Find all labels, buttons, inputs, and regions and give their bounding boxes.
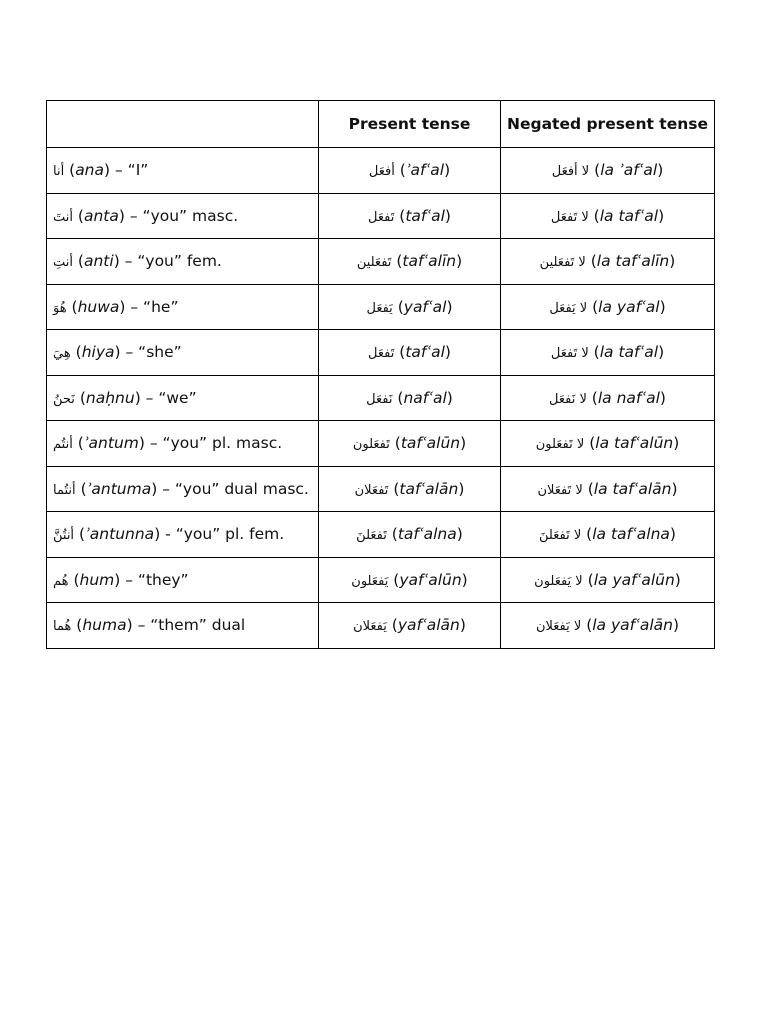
- negated-transliteration: la tafʿal: [599, 343, 659, 362]
- pronoun-transliteration: ana: [75, 161, 105, 180]
- pronoun-cell: أنتُنَّ (ʾantunna) - “you” pl. fem.: [47, 512, 319, 558]
- negated-arabic: لا نَفعَل: [549, 391, 587, 407]
- table-row: [47, 557, 715, 603]
- pronoun-cell: نَحنُ (naḥnu) – “we”: [47, 375, 319, 421]
- pronoun-arabic: أنا: [53, 164, 65, 180]
- negated-present-cell: لا تَفعَل (la tafʿal): [501, 330, 715, 376]
- conjugation-table: [46, 100, 715, 649]
- pronoun-transliteration: ʾantunna: [85, 525, 155, 544]
- pronoun-arabic: أنتُما: [53, 482, 76, 498]
- negated-transliteration: la tafʿalān: [593, 479, 672, 498]
- present-transliteration: tafʿalna: [397, 525, 457, 544]
- pronoun-gloss: – “you” pl. masc.: [149, 434, 283, 453]
- pronoun-cell: أنتُم (ʾantum) – “you” pl. masc.: [47, 421, 319, 467]
- present-transliteration: ʾafʿal: [405, 161, 445, 180]
- pronoun-cell: أنتَ (anta) – “you” masc.: [47, 193, 319, 239]
- pronoun-transliteration: ʾantum: [83, 434, 139, 453]
- table-row: [47, 421, 715, 467]
- negated-present-cell: لا أفعَل (la ʾafʿal): [501, 148, 715, 194]
- present-arabic: تَفعَلان: [354, 482, 389, 498]
- present-arabic: يَفعَلان: [353, 619, 387, 635]
- pronoun-cell: هُوَ (huwa) – “he”: [47, 284, 319, 330]
- present-transliteration: tafʿal: [405, 343, 445, 362]
- negated-arabic: لا يَفعَل: [549, 300, 588, 316]
- pronoun-cell: أنتُما (ʾantuma) – “you” dual masc.: [47, 466, 319, 512]
- pronoun-arabic: هُوَ: [53, 300, 67, 316]
- present-arabic: تَفعَل: [368, 209, 395, 225]
- table-row: [47, 284, 715, 330]
- pronoun-gloss: – “I”: [115, 161, 149, 180]
- pronoun-transliteration: hiya: [81, 343, 115, 362]
- negated-present-cell: لا نَفعَل (la nafʿal): [501, 375, 715, 421]
- table-body: [47, 148, 715, 649]
- negated-present-cell: لا تَفعَلون (la tafʿalūn): [501, 421, 715, 467]
- pronoun-arabic: أنتُنَّ: [53, 528, 75, 544]
- present-transliteration: tafʿalūn: [400, 434, 461, 453]
- present-arabic: تَفعَل: [368, 346, 395, 362]
- header-present-tense: Present tense: [319, 101, 501, 148]
- pronoun-transliteration: naḥnu: [85, 388, 135, 407]
- present-tense-cell: تَفعَل (tafʿal): [319, 193, 501, 239]
- negated-transliteration: la nafʿal: [597, 388, 660, 407]
- table-row: [47, 512, 715, 558]
- present-tense-cell: تَفعَلون (tafʿalūn): [319, 421, 501, 467]
- present-arabic: يَفعَل: [366, 300, 393, 316]
- present-transliteration: tafʿalān: [399, 479, 459, 498]
- pronoun-cell: أنا (ana) – “I”: [47, 148, 319, 194]
- present-tense-cell: تَفعَل (tafʿal): [319, 330, 501, 376]
- table-row: [47, 193, 715, 239]
- present-tense-cell: تَفعَلين (tafʿalīn): [319, 239, 501, 285]
- present-arabic: أفعَل: [368, 164, 395, 180]
- pronoun-cell: هِيَ (hiya) – “she”: [47, 330, 319, 376]
- negated-transliteration: la tafʿalīn: [596, 252, 670, 271]
- header-row: [47, 101, 715, 148]
- present-tense-cell: أفعَل (ʾafʿal): [319, 148, 501, 194]
- pronoun-gloss: – “we”: [145, 388, 197, 407]
- pronoun-arabic: هُم: [53, 573, 69, 589]
- table-row: [47, 148, 715, 194]
- present-arabic: نَفعَل: [366, 391, 393, 407]
- present-tense-cell: يَفعَلان (yafʿalān): [319, 603, 501, 649]
- present-transliteration: yafʿalūn: [399, 570, 462, 589]
- negated-transliteration: la ʾafʿal: [600, 161, 658, 180]
- table-row: [47, 330, 715, 376]
- pronoun-transliteration: ʾantuma: [86, 479, 152, 498]
- pronoun-transliteration: huma: [82, 616, 127, 635]
- negated-arabic: لا يَفعَلون: [534, 573, 583, 589]
- present-tense-cell: يَفعَل (yafʿal): [319, 284, 501, 330]
- pronoun-transliteration: huwa: [77, 297, 120, 316]
- negated-transliteration: la yafʿalān: [592, 616, 673, 635]
- header-negated-present-tense: Negated present tense: [501, 101, 715, 148]
- present-arabic: تَفعَلنَ: [356, 528, 387, 544]
- negated-arabic: لا تَفعَلنَ: [539, 528, 582, 544]
- present-tense-cell: تَفعَلنَ (tafʿalna): [319, 512, 501, 558]
- present-tense-cell: يَفعَلون (yafʿalūn): [319, 557, 501, 603]
- negated-present-cell: لا يَفعَلون (la yafʿalūn): [501, 557, 715, 603]
- pronoun-arabic: نَحنُ: [53, 391, 75, 407]
- pronoun-gloss: – “you” masc.: [129, 206, 239, 225]
- pronoun-cell: هُم (hum) – “they”: [47, 557, 319, 603]
- negated-arabic: لا تَفعَل: [550, 209, 589, 225]
- negated-transliteration: la tafʿalna: [592, 525, 670, 544]
- pronoun-arabic: أنتُم: [53, 437, 73, 453]
- pronoun-gloss: – “he”: [130, 297, 179, 316]
- negated-arabic: لا تَفعَل: [550, 346, 589, 362]
- pronoun-gloss: – “you” fem.: [124, 252, 222, 271]
- table-row: [47, 603, 715, 649]
- pronoun-cell: هُما (huma) – “them” dual: [47, 603, 319, 649]
- negated-arabic: لا تَفعَلون: [535, 437, 585, 453]
- pronoun-gloss: – “them” dual: [137, 616, 246, 635]
- pronoun-transliteration: anti: [83, 252, 114, 271]
- table-row: [47, 239, 715, 285]
- pronoun-arabic: هُما: [53, 619, 72, 635]
- header-pronoun: [47, 101, 319, 148]
- negated-arabic: لا أفعَل: [551, 164, 590, 180]
- negated-arabic: لا تَفعَلان: [537, 482, 583, 498]
- present-transliteration: tafʿal: [405, 206, 445, 225]
- negated-transliteration: la tafʿal: [599, 206, 659, 225]
- table-row: [47, 466, 715, 512]
- present-transliteration: nafʿal: [403, 388, 447, 407]
- negated-transliteration: la tafʿalūn: [595, 434, 674, 453]
- pronoun-transliteration: anta: [83, 206, 119, 225]
- negated-present-cell: لا تَفعَلان (la tafʿalān): [501, 466, 715, 512]
- present-tense-cell: نَفعَل (nafʿal): [319, 375, 501, 421]
- negated-transliteration: la yafʿalūn: [593, 570, 675, 589]
- pronoun-gloss: – “they”: [125, 570, 189, 589]
- negated-present-cell: لا يَفعَلان (la yafʿalān): [501, 603, 715, 649]
- negated-present-cell: لا تَفعَلنَ (la tafʿalna): [501, 512, 715, 558]
- present-arabic: يَفعَلون: [351, 573, 389, 589]
- pronoun-arabic: أنتَ: [53, 209, 73, 225]
- present-transliteration: yafʿalān: [397, 616, 460, 635]
- pronoun-transliteration: hum: [79, 570, 115, 589]
- present-tense-cell: تَفعَلان (tafʿalān): [319, 466, 501, 512]
- pronoun-gloss: - “you” pl. fem.: [165, 525, 285, 544]
- negated-present-cell: لا تَفعَلين (la tafʿalīn): [501, 239, 715, 285]
- present-transliteration: tafʿalīn: [402, 252, 457, 271]
- table-row: [47, 375, 715, 421]
- pronoun-arabic: أنتِ: [53, 255, 73, 271]
- pronoun-gloss: – “she”: [125, 343, 182, 362]
- present-transliteration: yafʿal: [403, 297, 447, 316]
- negated-arabic: لا تَفعَلين: [539, 255, 586, 271]
- present-arabic: تَفعَلين: [356, 255, 392, 271]
- negated-present-cell: لا يَفعَل (la yafʿal): [501, 284, 715, 330]
- negated-present-cell: لا تَفعَل (la tafʿal): [501, 193, 715, 239]
- present-arabic: تَفعَلون: [352, 437, 390, 453]
- negated-transliteration: la yafʿal: [598, 297, 660, 316]
- pronoun-arabic: هِيَ: [53, 346, 71, 362]
- pronoun-gloss: – “you” dual masc.: [162, 479, 309, 498]
- pronoun-cell: أنتِ (anti) – “you” fem.: [47, 239, 319, 285]
- negated-arabic: لا يَفعَلان: [535, 619, 582, 635]
